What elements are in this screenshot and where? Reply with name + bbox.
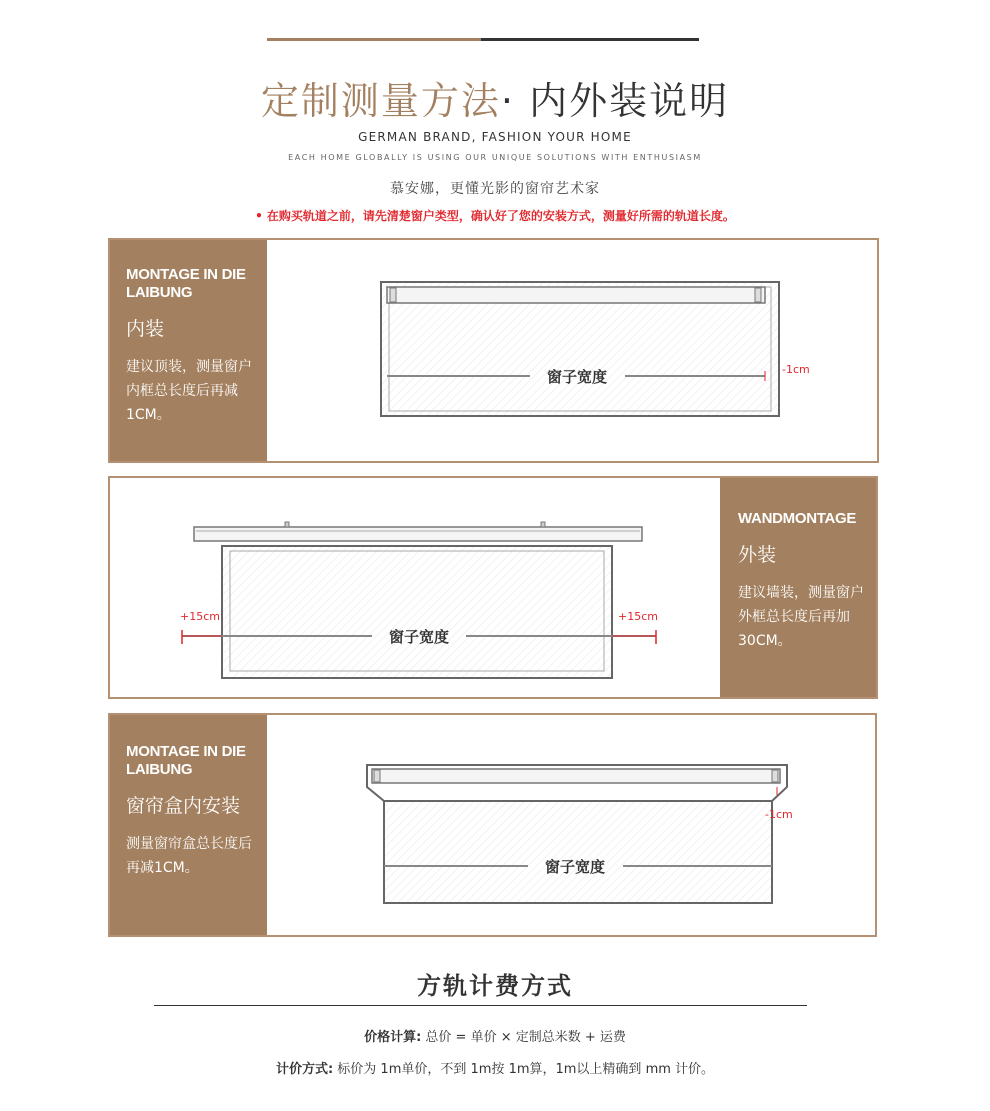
page-title	[0, 70, 990, 125]
section-label-panel	[720, 478, 876, 697]
section-label-cn: 窗帘盒内安装	[126, 795, 241, 817]
section-label-en: WANDMONTAGE	[738, 510, 857, 527]
section-label-desc: 建议墙装，测量窗户外框总长度后再加30CM。	[738, 585, 864, 649]
slogan: 慕安娜，更懂光影的窗帘艺术家	[390, 181, 600, 197]
track-rail	[387, 287, 765, 303]
offset-label: -1cm	[765, 808, 793, 821]
section-label-cn: 外装	[738, 544, 777, 566]
pricing-row-method-label: 计价方式:	[275, 1062, 334, 1077]
page-title-part2: · 内外装说明	[500, 79, 730, 123]
track-rail	[194, 527, 642, 541]
track-endcap-right	[772, 770, 778, 782]
tagline: EACH HOME GLOBALLY IS USING OUR UNIQUE SOLUTIONS WITH ENTHUSIASM	[288, 153, 702, 162]
notice: • 在购买轨道之前，请先清楚窗户类型，确认好了您的安装方式，测量好所需的轨道长度。	[255, 209, 735, 223]
outside-mount-diagram	[110, 478, 720, 697]
section-outside-mount	[108, 476, 878, 699]
track-bracket-right	[541, 522, 545, 527]
window-width-label: 窗子宽度	[546, 368, 608, 386]
window-width-label: 窗子宽度	[388, 628, 450, 646]
section-label-cn: 内装	[126, 318, 165, 340]
section-inside-mount	[108, 238, 879, 463]
window-frame	[222, 546, 612, 678]
section-label-en: MONTAGE IN DIE LAIBUNG	[126, 743, 246, 778]
section-label-en: MONTAGE IN DIE LAIBUNG	[126, 266, 246, 301]
window-width-label: 窗子宽度	[544, 858, 606, 876]
page-title-part1: 定制测量方法	[260, 79, 501, 123]
track-endcap-left	[374, 770, 380, 782]
window-frame	[384, 785, 772, 903]
pricing-row-method	[0, 1058, 990, 1077]
box-mount-diagram	[110, 715, 875, 935]
pricing-row-method-text: 标价为 1m单价，不到 1m按 1m算，1m以上精确到 mm 计价。	[337, 1062, 715, 1077]
pricing-row-formula	[0, 1026, 990, 1045]
offset-label: -1cm	[782, 363, 810, 376]
header-rule-right	[481, 38, 699, 41]
track-rail	[372, 769, 780, 783]
offset-label-left: +15cm	[180, 610, 220, 623]
offset-label-right: +15cm	[618, 610, 658, 623]
section-label-desc: 建议顶装，测量窗户内框总长度后再减1CM。	[126, 359, 252, 423]
section-box-mount	[108, 713, 877, 937]
pricing-row-formula-text: 总价 = 单价 × 定制总米数 + 运费	[425, 1030, 626, 1045]
pricing-title: 方轨计费方式	[417, 972, 573, 1000]
header-rule-left	[267, 38, 481, 41]
section-label-desc: 测量窗帘盒总长度后再减1CM。	[126, 836, 252, 876]
pricing-row-formula-label: 价格计算:	[364, 1030, 422, 1045]
pricing-divider	[154, 1005, 807, 1006]
inside-mount-diagram	[110, 240, 877, 461]
track-endcap-left	[390, 288, 396, 302]
brand-line: GERMAN BRAND, FASHION YOUR HOME	[358, 130, 632, 144]
track-endcap-right	[755, 288, 761, 302]
track-bracket-left	[285, 522, 289, 527]
